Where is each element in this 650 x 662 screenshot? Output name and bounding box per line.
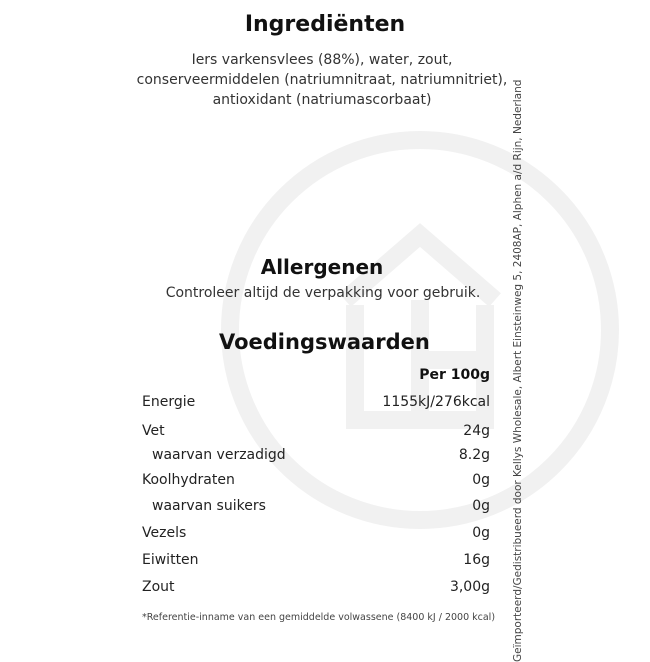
row-label: Zout — [142, 579, 175, 595]
ingredients-line: antioxidant (natriumascorbaat) — [212, 92, 432, 108]
row-label: Vezels — [142, 525, 187, 541]
allergens-title: Allergenen — [260, 255, 384, 279]
row-value: 0g — [472, 525, 490, 541]
distributor-address: Geïmporteerd/Gedistribueerd door Kellys Wholesale, Albert Einsteinweg 5, 2408AP, Alphen a/d Rijn, Nederland — [512, 79, 524, 662]
per-100g-header: Per 100g — [419, 367, 490, 383]
ingredients-line: Iers varkensvlees (88%), water, zout, — [191, 52, 453, 68]
ingredients-text — [0, 50, 644, 110]
row-label: Energie — [142, 394, 196, 410]
row-value: 24g — [463, 423, 490, 439]
row-label: Eiwitten — [142, 552, 199, 568]
row-value: 0g — [472, 498, 490, 514]
row-label: Vet — [142, 423, 165, 439]
allergens-text: Controleer altijd de verpakking voor gebruik. — [165, 285, 481, 301]
ingredients-line: conserveermiddelen (natriumnitraat, natriumnitriet), — [136, 72, 508, 88]
row-value: 16g — [463, 552, 490, 568]
row-label: Koolhydraten — [142, 472, 235, 488]
nutrition-title: Voedingswaarden — [219, 330, 430, 354]
row-value: 3,00g — [449, 579, 490, 595]
row-value: 0g — [472, 472, 490, 488]
row-value: 1155kJ/276kcal — [382, 394, 490, 410]
row-label: waarvan suikers — [152, 498, 266, 514]
row-value: 8.2g — [458, 447, 490, 463]
ingredients-title: Ingrediënten — [244, 12, 406, 37]
row-label: waarvan verzadigd — [152, 447, 286, 463]
reference-intake-footnote: *Referentie-inname van een gemiddelde volwassene (8400 kJ / 2000 kcal) — [142, 612, 496, 623]
